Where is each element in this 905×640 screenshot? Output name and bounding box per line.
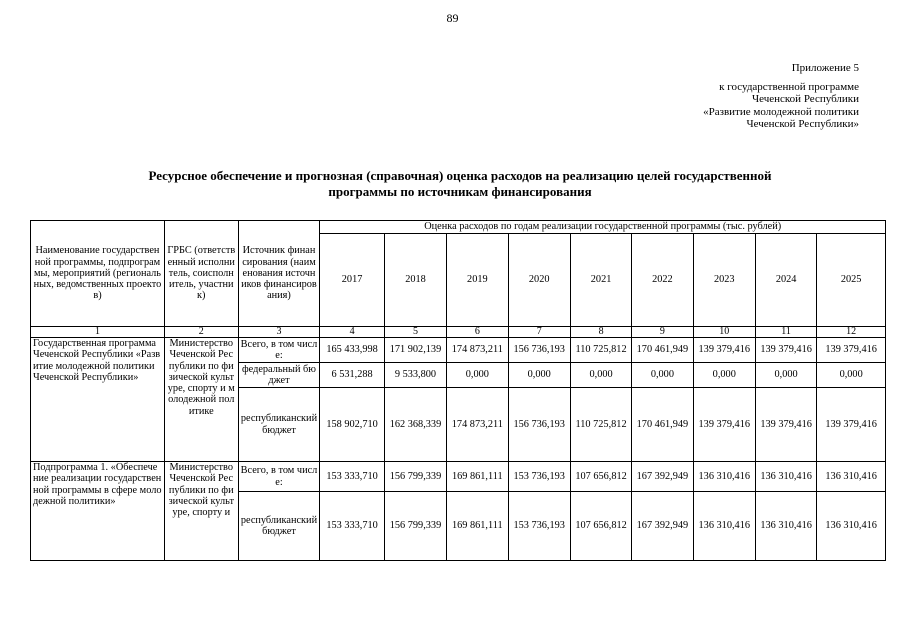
value-cell: 136 310,416 xyxy=(693,462,755,492)
value-cell: 136 310,416 xyxy=(755,462,816,492)
funding-source: федеральный бюджет xyxy=(238,363,320,388)
funding-source: Всего, в том числе: xyxy=(238,462,320,492)
column-number: 1 xyxy=(31,327,165,338)
appendix-line: Чеченской Республики» xyxy=(746,118,859,130)
appendix-line: Чеченской Республики xyxy=(751,93,859,105)
column-number: 7 xyxy=(508,327,570,338)
header-name: Наименование государственной программы, подпрограммы, мероприятий (региональных, ведомственных проектов) xyxy=(31,221,165,327)
funding-source: республиканский бюджет xyxy=(238,492,320,561)
value-cell: 0,000 xyxy=(632,363,693,388)
program-grbs: Министерство Чеченской Республики по физической культуре, спорту и xyxy=(164,462,238,561)
value-cell: 156 736,193 xyxy=(508,338,570,363)
value-cell: 139 379,416 xyxy=(755,388,816,462)
value-cell: 110 725,812 xyxy=(570,338,631,363)
program-grbs: Министерство Чеченской Республики по физической культуре, спорту и молодежной политике xyxy=(164,338,238,462)
value-cell: 0,000 xyxy=(570,363,631,388)
header-year: 2019 xyxy=(447,234,508,327)
value-cell: 174 873,211 xyxy=(447,338,508,363)
column-number: 9 xyxy=(632,327,693,338)
value-cell: 156 799,339 xyxy=(384,462,446,492)
value-cell: 107 656,812 xyxy=(570,462,631,492)
value-cell: 170 461,949 xyxy=(632,388,693,462)
value-cell: 136 310,416 xyxy=(693,492,755,561)
value-cell: 136 310,416 xyxy=(817,492,886,561)
value-cell: 139 379,416 xyxy=(755,338,816,363)
value-cell: 153 333,710 xyxy=(320,492,384,561)
value-cell: 156 799,339 xyxy=(384,492,446,561)
column-number: 2 xyxy=(164,327,238,338)
appendix-line: к государственной программе xyxy=(719,80,859,93)
value-cell: 139 379,416 xyxy=(693,338,755,363)
program-name: Государственная программа Чеченской Республики «Развитие молодежной политики Чеченской Республики» xyxy=(31,338,165,462)
value-cell: 110 725,812 xyxy=(570,388,631,462)
funding-source: Всего, в том числе: xyxy=(238,338,320,363)
value-cell: 174 873,211 xyxy=(447,388,508,462)
budget-table xyxy=(30,220,886,561)
value-cell: 9 533,800 xyxy=(384,363,446,388)
value-cell: 153 736,193 xyxy=(508,492,570,561)
value-cell: 0,000 xyxy=(817,363,886,388)
document-title-line: программы по источникам финансирования xyxy=(328,184,592,199)
header-estimate: Оценка расходов по годам реализации государственной программы (тыс. рублей) xyxy=(320,221,886,234)
header-year: 2021 xyxy=(570,234,631,327)
column-number: 5 xyxy=(384,327,446,338)
value-cell: 165 433,998 xyxy=(320,338,384,363)
value-cell: 139 379,416 xyxy=(693,388,755,462)
column-number: 8 xyxy=(570,327,631,338)
value-cell: 0,000 xyxy=(693,363,755,388)
column-number: 11 xyxy=(755,327,816,338)
column-number: 12 xyxy=(817,327,886,338)
value-cell: 162 368,339 xyxy=(384,388,446,462)
value-cell: 167 392,949 xyxy=(632,462,693,492)
value-cell: 170 461,949 xyxy=(632,338,693,363)
value-cell: 169 861,111 xyxy=(447,492,508,561)
header-year: 2020 xyxy=(508,234,570,327)
page-number: 89 xyxy=(446,11,459,25)
value-cell: 156 736,193 xyxy=(508,388,570,462)
value-cell: 169 861,111 xyxy=(447,462,508,492)
value-cell: 139 379,416 xyxy=(817,388,886,462)
header-year: 2023 xyxy=(693,234,755,327)
value-cell: 171 902,139 xyxy=(384,338,446,363)
value-cell: 0,000 xyxy=(755,363,816,388)
value-cell: 0,000 xyxy=(447,363,508,388)
document-title xyxy=(60,168,860,200)
appendix-line: «Развитие молодежной политики xyxy=(703,105,859,118)
header-year: 2018 xyxy=(384,234,446,327)
value-cell: 107 656,812 xyxy=(570,492,631,561)
value-cell: 158 902,710 xyxy=(320,388,384,462)
header-year: 2025 xyxy=(817,234,886,327)
appendix-note xyxy=(703,62,859,131)
appendix-title: Приложение 5 xyxy=(791,62,859,74)
value-cell: 136 310,416 xyxy=(817,462,886,492)
document-title-line: Ресурсное обеспечение и прогнозная (справочная) оценка расходов на реализацию целей государственной xyxy=(148,168,772,183)
value-cell: 139 379,416 xyxy=(817,338,886,363)
value-cell: 136 310,416 xyxy=(755,492,816,561)
header-source: Источник финансирования (наименования источников финансирования) xyxy=(238,221,320,327)
value-cell: 167 392,949 xyxy=(632,492,693,561)
table-row xyxy=(31,462,886,492)
funding-source: республиканский бюджет xyxy=(238,388,320,462)
value-cell: 6 531,288 xyxy=(320,363,384,388)
header-year: 2017 xyxy=(320,234,384,327)
value-cell: 0,000 xyxy=(508,363,570,388)
value-cell: 153 736,193 xyxy=(508,462,570,492)
column-number: 4 xyxy=(320,327,384,338)
table-row xyxy=(31,338,886,363)
program-name: Подпрограмма 1. «Обеспечение реализации государственной программы в сфере молодежной политики» xyxy=(31,462,165,561)
header-year: 2024 xyxy=(755,234,816,327)
header-grbs: ГРБС (ответственный исполнитель, соисполнитель, участник) xyxy=(164,221,238,327)
column-number: 10 xyxy=(693,327,755,338)
value-cell: 153 333,710 xyxy=(320,462,384,492)
column-number: 6 xyxy=(447,327,508,338)
header-year: 2022 xyxy=(632,234,693,327)
column-number: 3 xyxy=(238,327,320,338)
